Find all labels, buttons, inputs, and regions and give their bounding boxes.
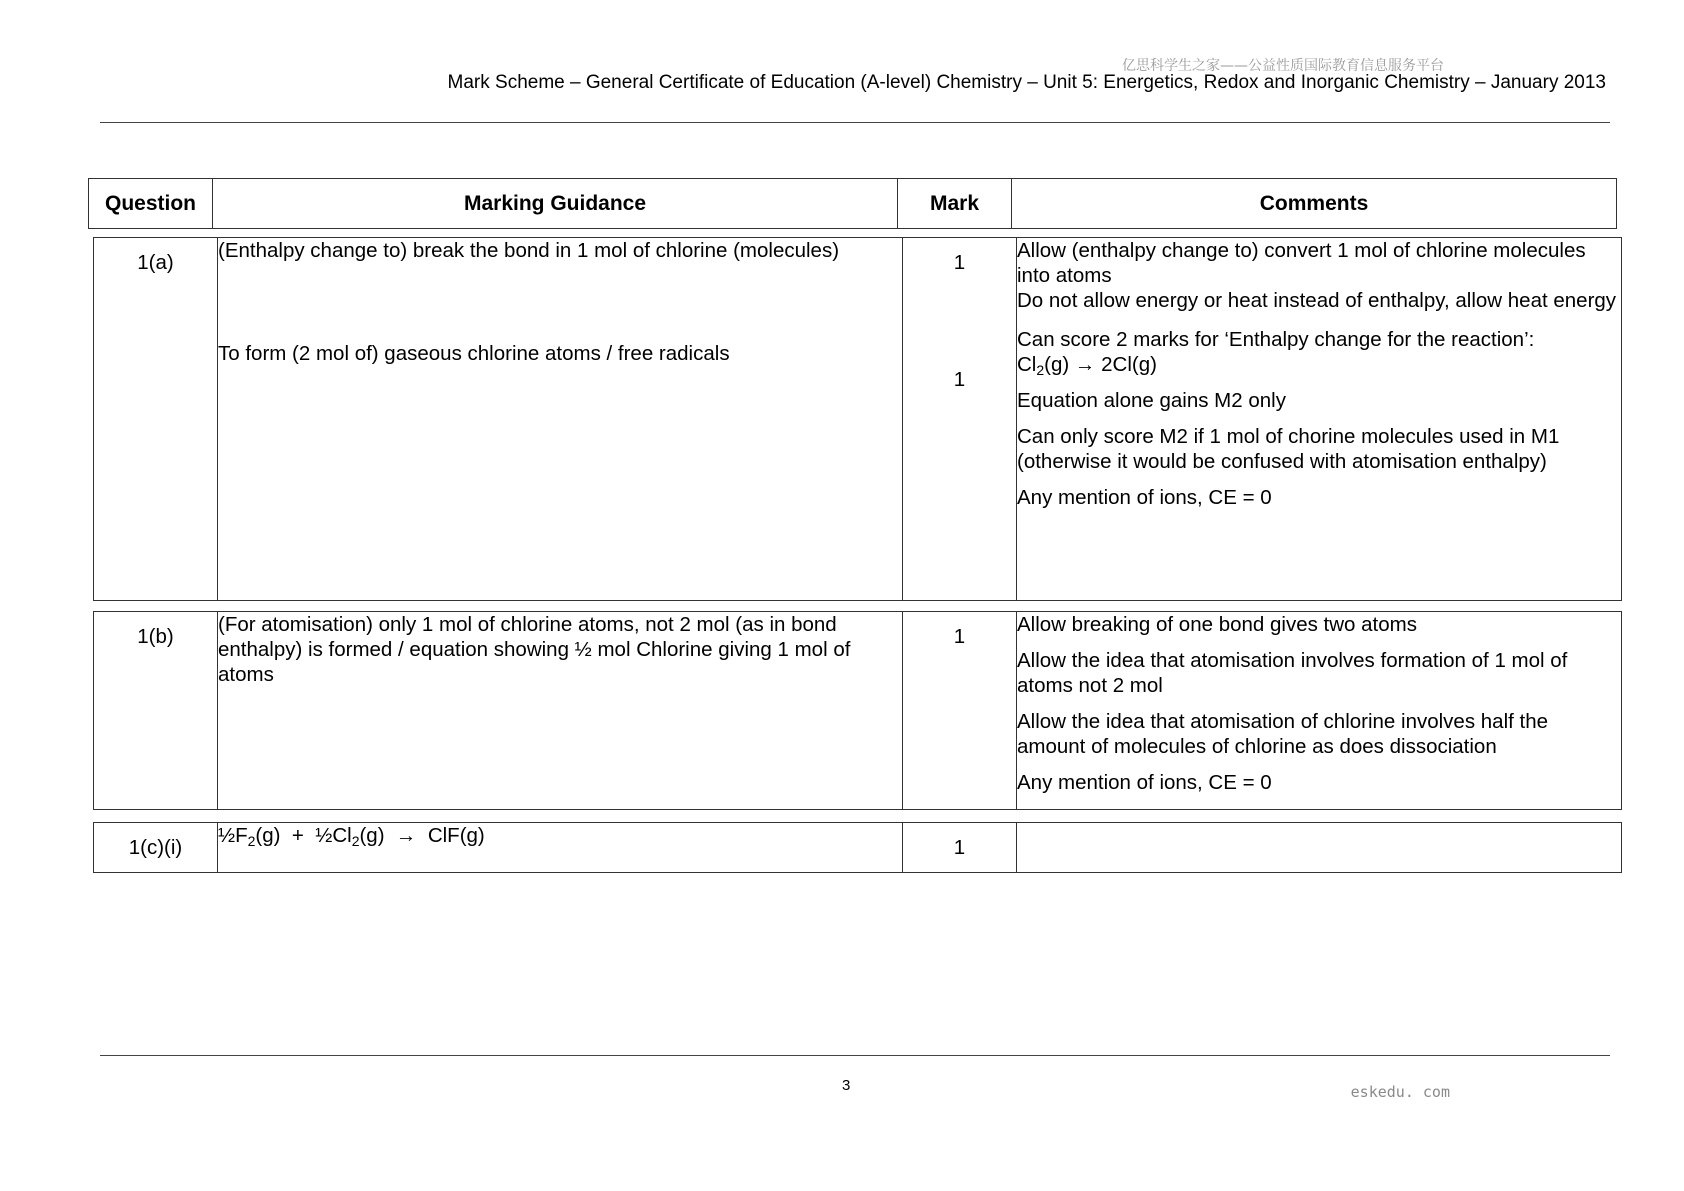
guidance-cell bbox=[218, 823, 903, 873]
question-cell bbox=[94, 238, 218, 601]
equation-state: (g) bbox=[1044, 353, 1070, 376]
equation-part: (g) → ClF(g) bbox=[359, 824, 485, 847]
comments-cell bbox=[1017, 238, 1622, 601]
mark-value-2: 1 bbox=[953, 368, 966, 391]
equation bbox=[218, 823, 902, 848]
watermark-top: 亿思科学生之家——公益性质国际教育信息服务平台 bbox=[1122, 58, 1444, 74]
equation-rhs: 2Cl(g) bbox=[1101, 353, 1157, 376]
guidance-cell bbox=[218, 612, 903, 810]
page-header-title: Mark Scheme – General Certificate of Education (A-level) Chemistry – Unit 5: Energetics, Redox and Inorganic Chemistry – January 2013 bbox=[447, 72, 1606, 93]
comments-cell bbox=[1017, 612, 1622, 810]
comment-text: Do not allow energy or heat instead of enthalpy, allow heat energy bbox=[1017, 289, 1617, 312]
question-cell bbox=[94, 612, 218, 810]
column-header-question: Question bbox=[89, 179, 213, 229]
comment-text: Allow breaking of one bond gives two atoms bbox=[1017, 613, 1417, 636]
mark-cell bbox=[903, 823, 1017, 873]
guidance-text-2: To form (2 mol of) gaseous chlorine atoms / free radicals bbox=[218, 342, 730, 365]
guidance-cell bbox=[218, 238, 903, 601]
question-number: 1(c)(i) bbox=[128, 836, 183, 859]
table-row-1a bbox=[93, 237, 1622, 601]
comment-text: Any mention of ions, CE = 0 bbox=[1017, 771, 1272, 794]
mark-value: 1 bbox=[953, 625, 966, 648]
comment-text: Can score 2 marks for ‘Enthalpy change for the reaction’: bbox=[1017, 328, 1535, 351]
equation bbox=[1017, 352, 1621, 377]
mark-cell bbox=[903, 612, 1017, 810]
comment-text: Allow the idea that atomisation involves formation of 1 mol of atoms not 2 mol bbox=[1017, 649, 1568, 697]
column-header-comments: Comments bbox=[1012, 179, 1617, 229]
mark-value-1: 1 bbox=[953, 251, 966, 274]
table-header bbox=[88, 178, 1617, 229]
comment-text: Any mention of ions, CE = 0 bbox=[1017, 486, 1272, 509]
equation-lhs: Cl bbox=[1017, 353, 1037, 376]
column-header-mark: Mark bbox=[898, 179, 1012, 229]
comment-text: Allow the idea that atomisation of chlorine involves half the amount of molecules of chlorine as does dissociation bbox=[1017, 710, 1549, 758]
equation-subscript: 2 bbox=[247, 833, 256, 849]
comment-text: Can only score M2 if 1 mol of chorine molecules used in M1 (otherwise it would be confused with atomisation enthalpy) bbox=[1017, 425, 1560, 473]
column-header-guidance: Marking Guidance bbox=[213, 179, 898, 229]
question-number: 1(b) bbox=[137, 625, 174, 648]
question-cell bbox=[94, 823, 218, 873]
arrow-icon: → bbox=[1074, 353, 1096, 376]
guidance-text-1: (Enthalpy change to) break the bond in 1 mol of chlorine (molecules) bbox=[218, 239, 840, 262]
comments-cell bbox=[1017, 823, 1622, 873]
equation-part: ½F bbox=[218, 824, 248, 847]
page-number: 3 bbox=[842, 1077, 851, 1094]
equation-part: (g) + ½Cl bbox=[255, 824, 352, 847]
equation-subscript: 2 bbox=[351, 833, 360, 849]
footer-divider bbox=[100, 1055, 1610, 1056]
mark-cell bbox=[903, 238, 1017, 601]
watermark-bottom: eskedu. com bbox=[1350, 1083, 1450, 1101]
table-row-1b bbox=[93, 611, 1622, 810]
mark-value: 1 bbox=[953, 836, 966, 859]
equation-subscript: 2 bbox=[1036, 362, 1045, 378]
header-divider bbox=[100, 122, 1610, 123]
table-row-1ci bbox=[93, 822, 1622, 873]
question-number: 1(a) bbox=[137, 251, 174, 274]
comment-text: Equation alone gains M2 only bbox=[1017, 389, 1286, 412]
comment-text: Allow (enthalpy change to) convert 1 mol of chlorine molecules into atoms bbox=[1017, 239, 1586, 287]
guidance-text: (For atomisation) only 1 mol of chlorine atoms, not 2 mol (as in bond enthalpy) is formed / equation showing ½ mol Chlorine giving 1 mol of atoms bbox=[218, 613, 851, 686]
